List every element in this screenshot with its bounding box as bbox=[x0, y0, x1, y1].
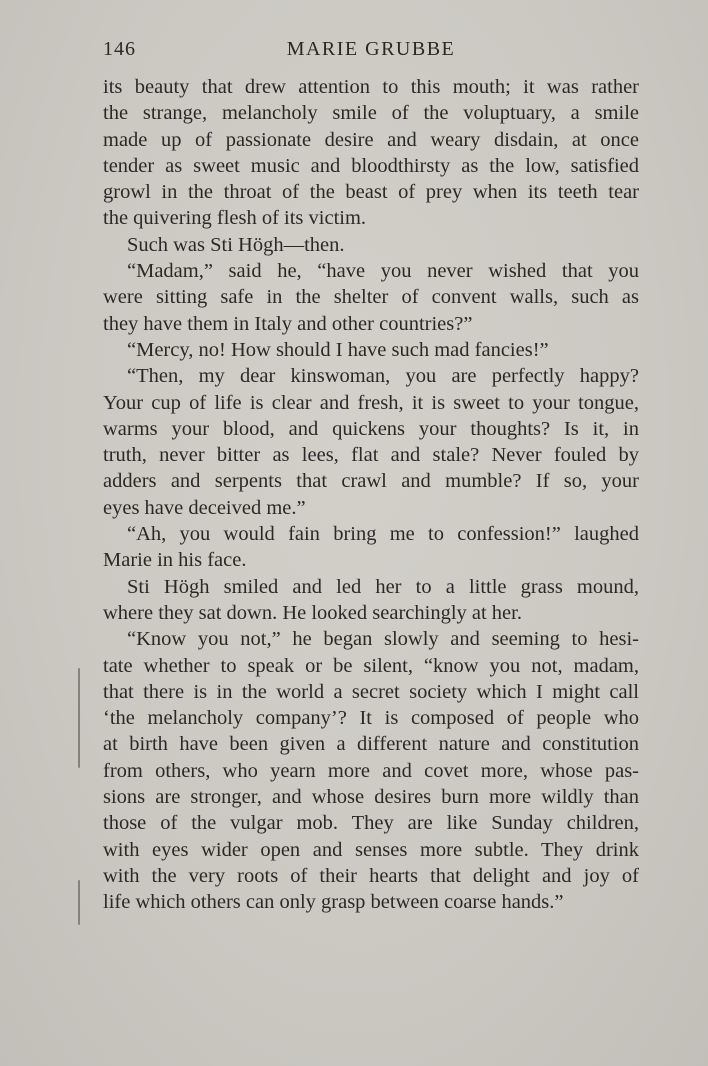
text-line: adders and serpents that crawl and mumble? If so, your bbox=[103, 470, 639, 493]
text-line: Sti Högh smiled and led her to a little grass mound, bbox=[127, 575, 639, 598]
page-number: 146 bbox=[103, 38, 136, 60]
text-line: Your cup of life is clear and fresh, it is sweet to your tongue, bbox=[103, 391, 639, 414]
text-line: with the very roots of their hearts that delight and joy of bbox=[103, 864, 639, 887]
text-line: ‘the melancholy company’? It is composed of people who bbox=[103, 707, 639, 730]
text-line: “Mercy, no! How should I have such mad fancies!” bbox=[127, 338, 549, 361]
text-line: “Know you not,” he began slowly and seeming to hesi- bbox=[127, 628, 639, 651]
text-line: from others, who yearn more and covet more, whose pas- bbox=[103, 759, 639, 782]
running-title: MARIE GRUBBE bbox=[286, 38, 456, 60]
text-line: “Madam,” said he, “have you never wished that you bbox=[127, 260, 639, 283]
text-line: the quivering flesh of its victim. bbox=[103, 207, 367, 230]
pencil-margin-mark-lower bbox=[78, 880, 80, 925]
text-line: tender as sweet music and bloodthirsty as the low, satisfied bbox=[103, 154, 639, 177]
text-line: its beauty that drew attention to this mouth; it was rather bbox=[103, 76, 639, 98]
page-header bbox=[103, 38, 639, 68]
text-line: Such was Sti Högh—then. bbox=[127, 233, 345, 256]
text-line: at birth have been given a different nature and constitution bbox=[103, 733, 639, 756]
text-line: where they sat down. He looked searchingly at her. bbox=[103, 601, 522, 624]
text-line: they have them in Italy and other countries?” bbox=[103, 312, 473, 335]
text-line: truth, never bitter as lees, flat and stale? Never fouled by bbox=[103, 444, 639, 467]
body-text bbox=[103, 74, 639, 916]
text-line: tate whether to speak or be silent, “know you not, madam, bbox=[103, 654, 639, 677]
text-line: that there is in the world a secret society which I might call bbox=[103, 680, 639, 703]
pencil-margin-mark-upper bbox=[78, 668, 80, 768]
text-line: the strange, melancholy smile of the voluptuary, a smile bbox=[103, 102, 639, 125]
text-line: growl in the throat of the beast of prey when its teeth tear bbox=[103, 181, 639, 204]
text-line: Marie in his face. bbox=[103, 549, 247, 572]
text-line: life which others can only grasp between coarse hands.” bbox=[103, 891, 564, 914]
text-line: were sitting safe in the shelter of convent walls, such as bbox=[103, 286, 639, 309]
text-line: “Then, my dear kinswoman, you are perfectly happy? bbox=[127, 365, 639, 388]
text-line: warms your blood, and quickens your thoughts? Is it, in bbox=[103, 417, 639, 440]
text-line: with eyes wider open and senses more subtle. They drink bbox=[103, 838, 639, 861]
text-line: sions are stronger, and whose desires burn more wildly than bbox=[103, 786, 639, 809]
text-line: eyes have deceived me.” bbox=[103, 496, 306, 519]
text-line: “Ah, you would fain bring me to confession!” laughed bbox=[127, 523, 639, 546]
text-line: those of the vulgar mob. They are like Sunday children, bbox=[103, 812, 639, 835]
text-line: made up of passionate desire and weary disdain, at once bbox=[103, 128, 639, 151]
